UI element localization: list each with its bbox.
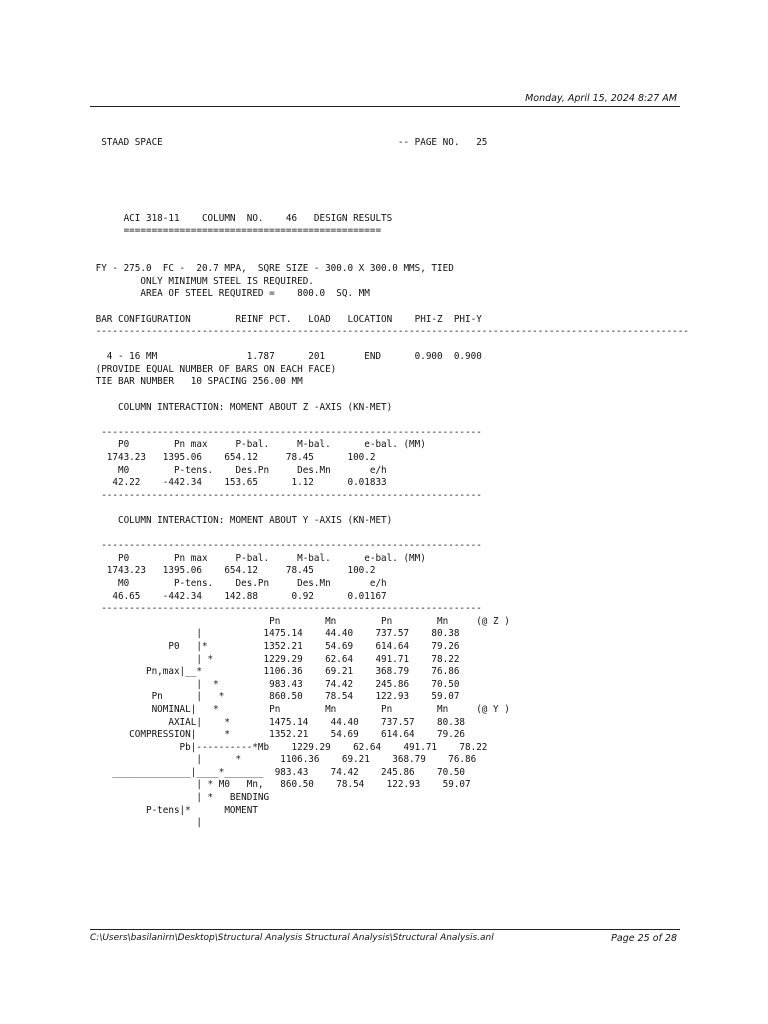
- report-line: TIE BAR NUMBER 10 SPACING 256.00 MM: [90, 376, 303, 388]
- report-line: 42.22 -442.34 153.65 1.12 0.01833: [90, 477, 387, 489]
- report-line: (PROVIDE EQUAL NUMBER OF BARS ON EACH FACE): [90, 363, 337, 375]
- report-line: [90, 188, 690, 201]
- report-line: 46.65 -442.34 142.88 0.92 0.01167: [90, 590, 387, 602]
- report-line: | 1475.14 44.40 737.57 80.38: [90, 628, 460, 640]
- report-line: Pb|----------*Mb 1229.29 62.64 491.71 78.22: [90, 741, 488, 753]
- report-line: [90, 125, 690, 138]
- report-line: [90, 389, 690, 402]
- report-line: AXIAL| * 1475.14 44.40 737.57 80.38: [90, 716, 466, 728]
- report-line: NOMINAL| * Pn Mn Pn Mn (@ Y ): [90, 703, 510, 715]
- report-line: COLUMN INTERACTION: MOMENT ABOUT Z -AXIS (KN-MET): [90, 401, 393, 413]
- report-line: --------------------------------------------------------------------: [90, 603, 482, 615]
- header-rule: [90, 106, 680, 107]
- file-path: C:\Users\basilanirn\Desktop\Structural Analysis Structural Analysis\Structural Analysis.anl: [90, 933, 494, 943]
- report-line: [90, 238, 690, 251]
- report-line: ==============================================: [90, 225, 382, 237]
- report-line: [90, 162, 690, 175]
- report-line: | * 983.43 74.42 245.86 70.50: [90, 678, 460, 690]
- report-line: [90, 112, 690, 125]
- report-line: | * 1106.36 69.21 368.79 76.86: [90, 754, 477, 766]
- report-line: 1743.23 1395.06 654.12 78.45 100.2: [90, 452, 376, 464]
- report-line: Pn | * 860.50 78.54 122.93 59.07: [90, 691, 460, 703]
- report-line: Pn Mn Pn Mn (@ Z ): [90, 615, 510, 627]
- report-line: [90, 200, 690, 213]
- report-line: M0 P-tens. Des.Pn Des.Mn e/h: [90, 577, 387, 589]
- report-line: 4 - 16 MM 1.787 201 END 0.900 0.900: [90, 351, 482, 363]
- report-line: | * BENDING: [90, 792, 270, 804]
- report-line: COLUMN INTERACTION: MOMENT ABOUT Y -AXIS (KN-MET): [90, 515, 393, 526]
- report-line: FY - 275.0 FC - 20.7 MPA, SQRE SIZE - 300.0 X 300.0 MMS, TIED: [90, 263, 454, 275]
- report-line: [90, 528, 690, 541]
- report-line: --------------------------------------------------------------------: [90, 540, 482, 552]
- report-line: ----------------------------------------------------------------------------------------------------------: [90, 326, 689, 338]
- report-line: [90, 502, 690, 515]
- report-line: | * 1229.29 62.64 491.71 78.22: [90, 653, 460, 665]
- staad-output-listing: [90, 112, 690, 922]
- print-date: Monday, April 15, 2024 8:27 AM: [525, 93, 677, 104]
- report-line: P0 Pn max P-bal. M-bal. e-bal. (MM): [90, 439, 426, 451]
- report-line: COMPRESSION| * 1352.21 54.69 614.64 79.26: [90, 729, 466, 741]
- report-line: |: [90, 817, 202, 829]
- report-line: --------------------------------------------------------------------: [90, 489, 482, 501]
- report-line: [90, 150, 690, 163]
- report-line: BAR CONFIGURATION REINF PCT. LOAD LOCATION PHI-Z PHI-Y: [90, 313, 482, 325]
- report-line: ACI 318-11 COLUMN NO. 46 DESIGN RESULTS: [90, 212, 393, 224]
- report-line: [90, 175, 690, 188]
- report-line: --------------------------------------------------------------------: [90, 426, 482, 438]
- report-line: [90, 339, 690, 352]
- report-line: | * M0 Mn, 860.50 78.54 122.93 59.07: [90, 779, 471, 791]
- report-line: [90, 414, 690, 427]
- report-line: M0 P-tens. Des.Pn Des.Mn e/h: [90, 464, 387, 476]
- report-line: AREA OF STEEL REQUIRED = 800.0 SQ. MM: [90, 288, 370, 300]
- report-line: P-tens|* MOMENT: [90, 804, 258, 816]
- report-line: P0 Pn max P-bal. M-bal. e-bal. (MM): [90, 552, 426, 564]
- report-line: ONLY MINIMUM STEEL IS REQUIRED.: [90, 275, 314, 287]
- report-line: [90, 301, 690, 314]
- report-line: STAAD SPACE -- PAGE NO. 25: [90, 137, 488, 149]
- report-line: Pn,max|__* 1106.36 69.21 368.79 76.86: [90, 666, 460, 678]
- page-number: Page 25 of 28: [611, 933, 677, 944]
- report-line: 1743.23 1395.06 654.12 78.45 100.2: [90, 565, 376, 577]
- report-line: [90, 251, 690, 264]
- footer-rule: [90, 929, 680, 930]
- report-line: P0 |* 1352.21 54.69 614.64 79.26: [90, 640, 460, 652]
- report-line: ______________|____*_______ 983.43 74.42 245.86 70.50: [90, 766, 466, 778]
